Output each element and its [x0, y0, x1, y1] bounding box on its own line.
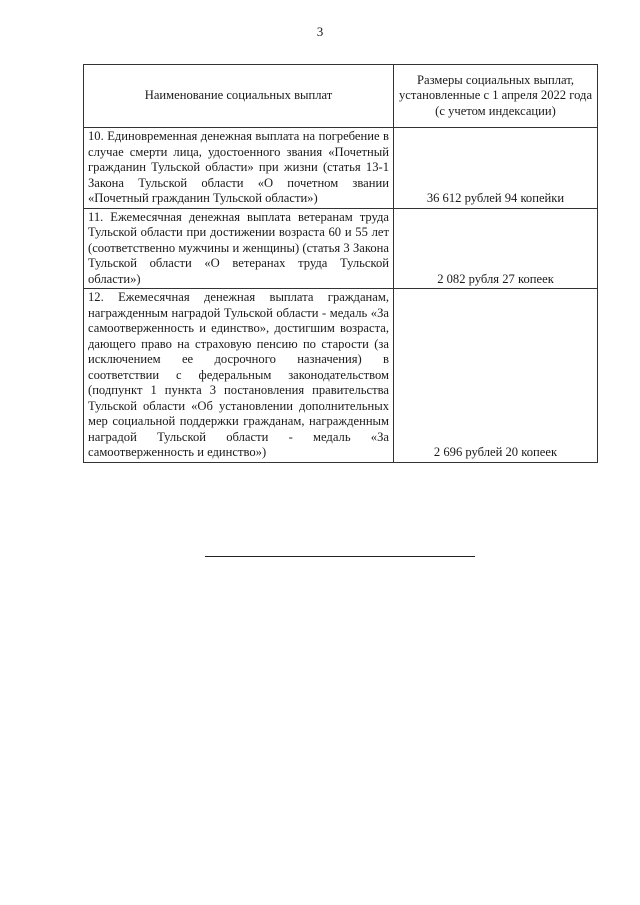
payment-amount: 2 082 рубля 27 копеек — [394, 208, 598, 289]
payment-amount: 2 696 рублей 20 копеек — [394, 289, 598, 463]
payment-description: 12. Ежемесячная денежная выплата гражданам, награжденным наградой Тульской области - медаль «За самоотверженность и единство», достигшим возраста, дающего право на страховую пенсию по старости (за исключением ее досрочного назначения) в соответствии с федеральным законодательством (подпункт 1 пункта 3 постановления правительства Тульской области «Об установлении дополнительных мер социальной поддержки гражданам, награжденным наградой Тульской области - медаль «За самоотверженность и единство») — [84, 289, 394, 463]
header-payment-name: Наименование социальных выплат — [84, 65, 394, 128]
social-payments-table — [83, 64, 598, 463]
payment-amount: 36 612 рублей 94 копейки — [394, 128, 598, 209]
payment-description: 11. Ежемесячная денежная выплата ветеранам труда Тульской области при достижении возраста 60 и 55 лет (соответственно мужчины и женщины) (статья 3 Закона Тульской области «О ветеранах труда Тульской области») — [84, 208, 394, 289]
table-row — [84, 208, 598, 289]
table-row — [84, 289, 598, 463]
table-row — [84, 128, 598, 209]
table-header-row — [84, 65, 598, 128]
header-payment-size: Размеры социальных выплат, установленные с 1 апреля 2022 года (с учетом индексации) — [394, 65, 598, 128]
end-of-document-rule — [205, 556, 475, 557]
payment-description: 10. Единовременная денежная выплата на погребение в случае смерти лица, удостоенного звания «Почетный гражданин Тульской области» при жизни (статья 13-1 Закона Тульской области «О почетном звании «Почетный гражданин Тульской области») — [84, 128, 394, 209]
page-number: 3 — [316, 24, 324, 39]
